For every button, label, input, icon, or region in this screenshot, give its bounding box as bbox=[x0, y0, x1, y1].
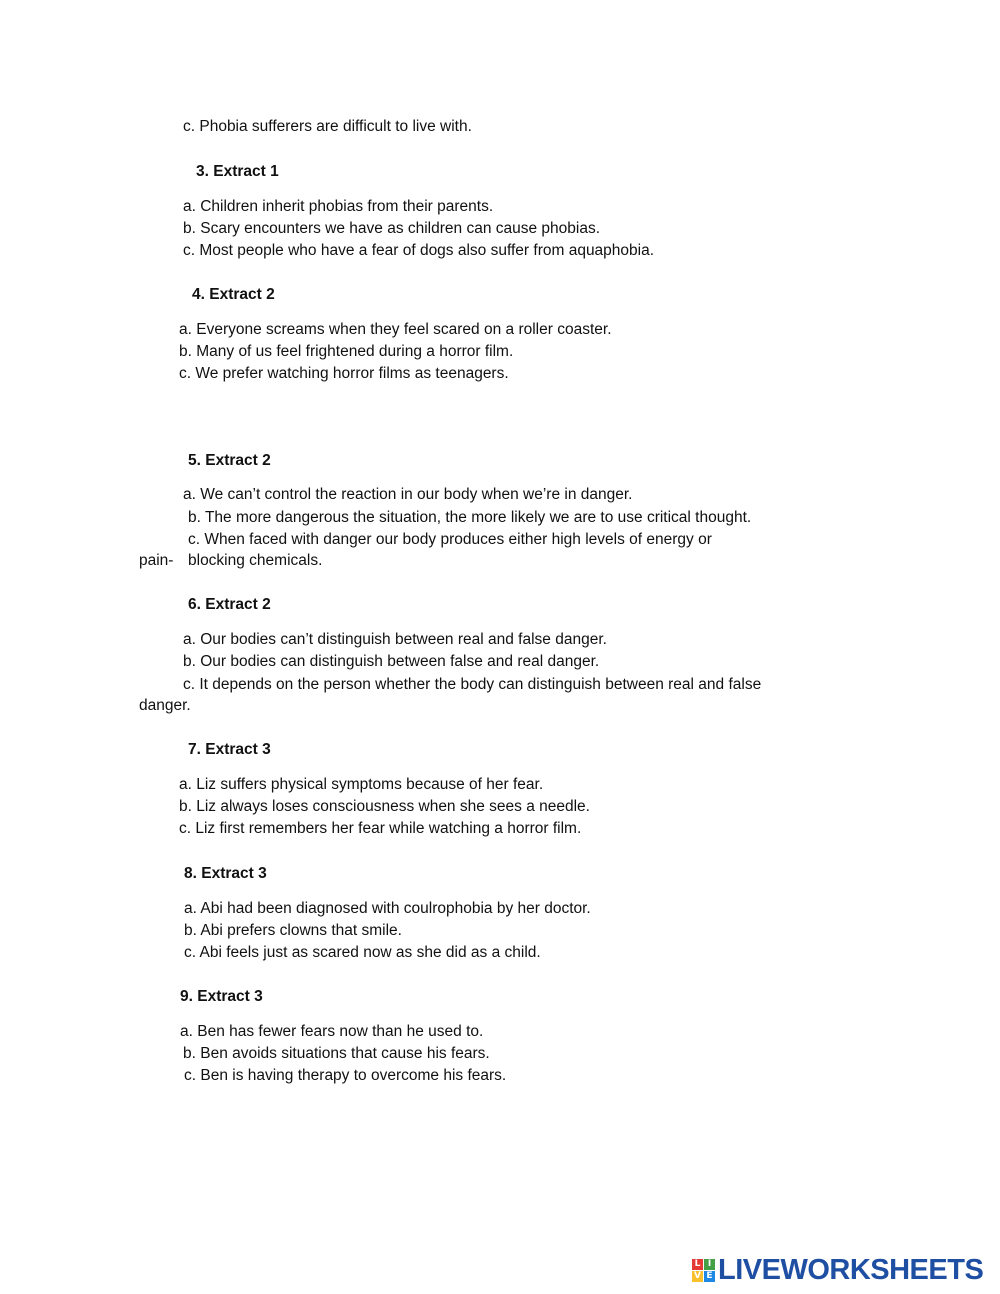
q4-option-a: a. Everyone screams when they feel scared on a roller coaster. bbox=[179, 321, 612, 338]
q8-heading: 8. Extract 3 bbox=[184, 865, 267, 882]
logo-block-v: V bbox=[692, 1271, 703, 1282]
q5-option-c-wrap-prefix: pain- bbox=[139, 552, 174, 569]
logo-block-i: I bbox=[704, 1259, 715, 1270]
q6-option-c: c. It depends on the person whether the body can distinguish between real and false bbox=[183, 676, 762, 693]
q5-option-c-wrap: blocking chemicals. bbox=[188, 552, 323, 569]
logo-block-l: L bbox=[692, 1259, 703, 1270]
q9-option-b: b. Ben avoids situations that cause his fears. bbox=[183, 1045, 490, 1062]
q9-option-a: a. Ben has fewer fears now than he used to. bbox=[180, 1023, 484, 1040]
q8-option-c: c. Abi feels just as scared now as she did as a child. bbox=[184, 944, 541, 961]
q5-option-c: c. When faced with danger our body produces either high levels of energy or bbox=[188, 531, 712, 548]
q7-option-b: b. Liz always loses consciousness when she sees a needle. bbox=[179, 798, 590, 815]
q6-heading: 6. Extract 2 bbox=[188, 596, 271, 613]
live-blocks-icon bbox=[692, 1259, 715, 1282]
q2-option-c: c. Phobia sufferers are difficult to live with. bbox=[183, 118, 472, 135]
q8-option-b: b. Abi prefers clowns that smile. bbox=[184, 922, 402, 939]
q7-option-a: a. Liz suffers physical symptoms because of her fear. bbox=[179, 776, 544, 793]
q6-option-c-wrap: danger. bbox=[139, 697, 191, 714]
q4-option-c: c. We prefer watching horror films as teenagers. bbox=[179, 365, 509, 382]
q8-option-a: a. Abi had been diagnosed with coulrophobia by her doctor. bbox=[184, 900, 591, 917]
q7-option-c: c. Liz first remembers her fear while watching a horror film. bbox=[179, 820, 582, 837]
q6-option-b: b. Our bodies can distinguish between false and real danger. bbox=[183, 653, 600, 670]
logo-block-e: E bbox=[704, 1271, 715, 1282]
q9-option-c: c. Ben is having therapy to overcome his fears. bbox=[184, 1067, 507, 1084]
logo-text: LIVEWORKSHEETS bbox=[718, 1253, 984, 1286]
q4-option-b: b. Many of us feel frightened during a horror film. bbox=[179, 343, 514, 360]
q5-option-a: a. We can’t control the reaction in our body when we’re in danger. bbox=[183, 486, 633, 503]
q3-heading: 3. Extract 1 bbox=[196, 163, 279, 180]
q5-option-b: b. The more dangerous the situation, the more likely we are to use critical thought. bbox=[188, 509, 752, 526]
liveworksheets-logo[interactable] bbox=[692, 1255, 983, 1285]
q3-option-b: b. Scary encounters we have as children can cause phobias. bbox=[183, 220, 601, 237]
q5-heading: 5. Extract 2 bbox=[188, 452, 271, 469]
q6-option-a: a. Our bodies can’t distinguish between real and false danger. bbox=[183, 631, 607, 648]
q7-heading: 7. Extract 3 bbox=[188, 741, 271, 758]
q3-option-c: c. Most people who have a fear of dogs also suffer from aquaphobia. bbox=[183, 242, 655, 259]
q4-heading: 4. Extract 2 bbox=[192, 286, 275, 303]
q3-option-a: a. Children inherit phobias from their parents. bbox=[183, 198, 494, 215]
q9-heading: 9. Extract 3 bbox=[180, 988, 263, 1005]
